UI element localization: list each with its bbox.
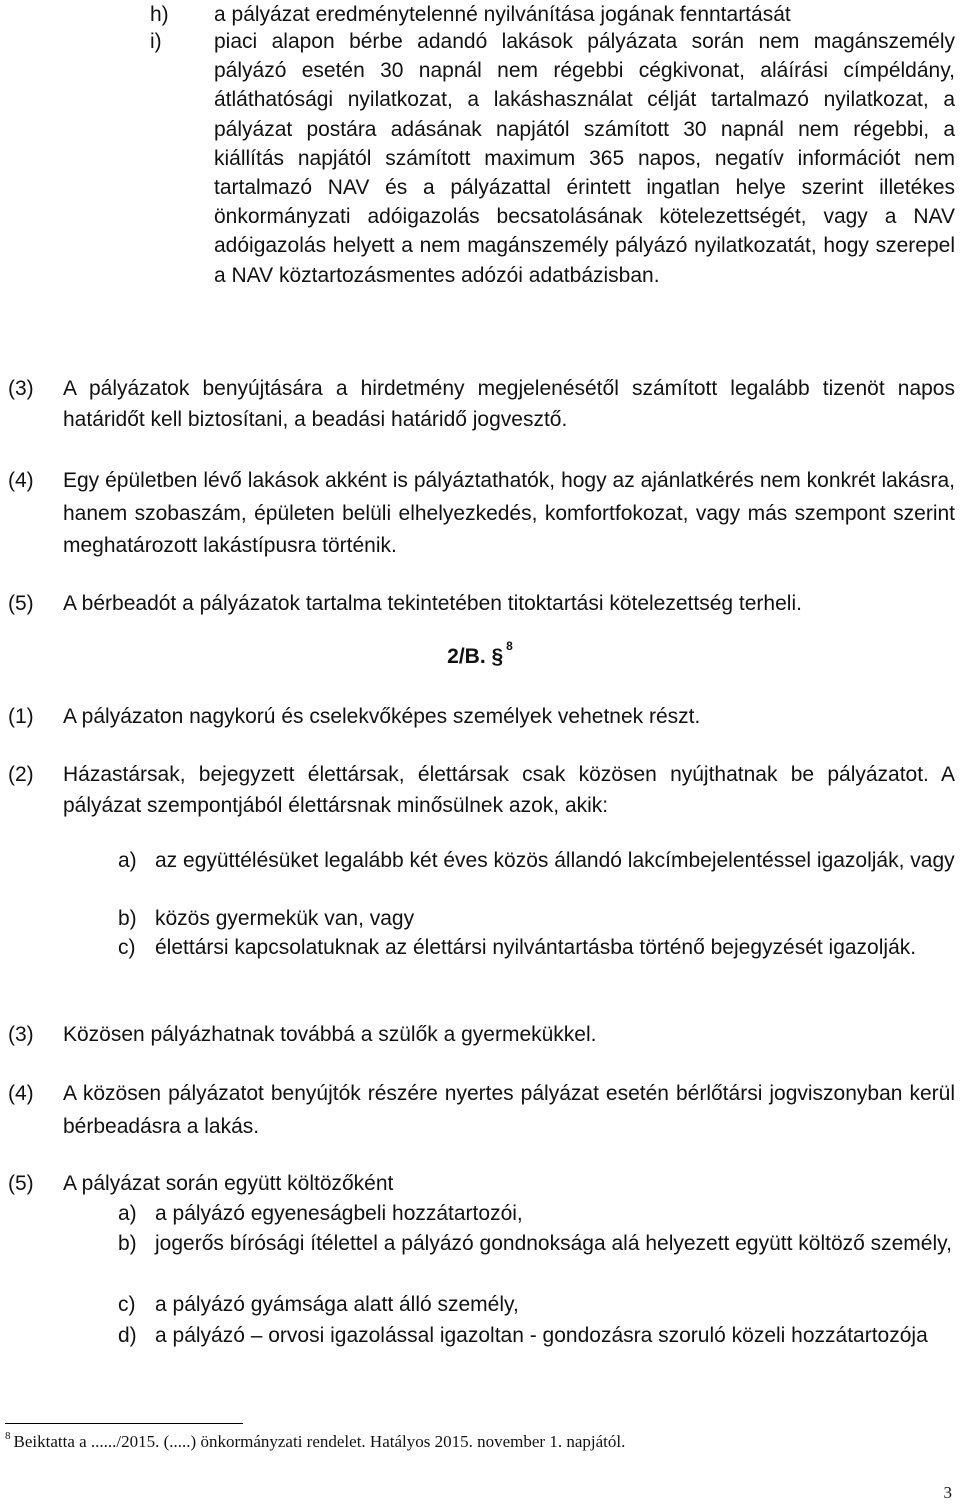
paragraph-5 xyxy=(8,589,955,618)
list-item-c5-a xyxy=(118,1199,955,1228)
list-marker: a) xyxy=(118,1202,137,1225)
paragraph-number: (5) xyxy=(8,592,34,615)
list-item-b2-a xyxy=(118,846,955,875)
list-item-c5-d xyxy=(118,1319,955,1352)
paragraph-number: (3) xyxy=(8,1023,34,1046)
paragraph-number: (2) xyxy=(8,763,34,786)
list-text: a pályázó egyeneságbeli hozzátartozói, xyxy=(155,1202,523,1225)
list-item-c5-c xyxy=(118,1290,955,1319)
list-text: a pályázat eredménytelenné nyilvánítása jogának fenntartását xyxy=(214,3,791,26)
paragraph-c4 xyxy=(8,1077,955,1143)
paragraph-text: A közösen pályázatot benyújtók részére nyertes pályázat esetén bérlőtársi jogviszonyban kerül bérbeadásra a lakás. xyxy=(63,1082,955,1138)
paragraph-b1 xyxy=(8,702,955,731)
list-item-b2-b xyxy=(118,904,955,933)
paragraph-number: (3) xyxy=(8,377,34,400)
footnote-text: Beiktatta a ....../2015. (.....) önkormányzati rendelet. Hatályos 2015. november 1. napjától. xyxy=(13,1432,626,1451)
paragraph-4 xyxy=(8,465,955,563)
paragraph-number: (4) xyxy=(8,469,34,492)
section-title xyxy=(0,639,960,669)
list-item-c5-b xyxy=(118,1228,955,1260)
list-item-b2-c xyxy=(118,933,955,962)
paragraph-text: A pályázaton nagykorú és cselekvőképes személyek vehetnek részt. xyxy=(63,705,701,728)
page-number: 3 xyxy=(943,1483,952,1502)
list-marker: h) xyxy=(150,3,169,26)
list-text: közös gyermekük van, vagy xyxy=(155,907,415,930)
footnote xyxy=(5,1432,625,1452)
paragraph-number: (5) xyxy=(8,1172,34,1195)
list-marker: b) xyxy=(118,1232,137,1255)
list-text: a pályázó gyámsága alatt álló személy, xyxy=(155,1293,519,1316)
paragraph-c5 xyxy=(8,1169,955,1198)
list-marker: b) xyxy=(118,907,137,930)
paragraph-3 xyxy=(8,373,955,435)
paragraph-number: (4) xyxy=(8,1082,34,1105)
paragraph-text: A pályázatok benyújtására a hirdetmény megjelenésétől számított legalább tizenöt napos határidőt kell biztosítani, a beadási határidő jogvesztő. xyxy=(63,377,955,431)
footnote-separator xyxy=(5,1423,243,1424)
list-item-i xyxy=(150,27,955,290)
list-text: jogerős bírósági ítélettel a pályázó gondnoksága alá helyezett együtt költöző személy, xyxy=(155,1232,952,1255)
list-marker: c) xyxy=(118,1293,136,1316)
list-marker: i) xyxy=(150,30,162,53)
paragraph-number: (1) xyxy=(8,705,34,728)
paragraph-text: Házastársak, bejegyzett élettársak, élettársak csak közösen nyújthatnak be pályázatot. A pályázat szempontjából élettársnak minősülnek azok, akik: xyxy=(63,763,955,817)
paragraph-text: Egy épületben lévő lakások akként is pályáztathatók, hogy az ajánlatkérés nem konkrét lakásra, hanem szobaszám, épületen belüli elhelyezkedés, komfortfokozat, vagy más szempont szerint meghatározott lakástípusra történik. xyxy=(63,469,955,557)
paragraph-text: Közösen pályázhatnak továbbá a szülők a gyermekükkel. xyxy=(63,1023,597,1046)
list-text: élettársi kapcsolatuknak az élettársi nyilvántartásba történő bejegyzését igazolják. xyxy=(155,936,917,959)
list-marker: d) xyxy=(118,1324,137,1347)
paragraph-text: A bérbeadót a pályázatok tartalma tekintetében titoktartási kötelezettség terheli. xyxy=(63,592,802,615)
paragraph-text: A pályázat során együtt költözőként xyxy=(63,1172,394,1195)
list-marker: c) xyxy=(118,936,136,959)
footnote-number: 8 xyxy=(5,1430,11,1442)
list-text: piaci alapon bérbe adandó lakások pályázata során nem magánszemély pályázó esetén 30 napnál nem régebbi cégkivonat, aláírási címpéldány, átláthatósági nyilatkozat, a lakáshasználat célját tartalmazó nyilatkozat, a pályázat postára adásának napjától számított 30 napnál nem régebbi, a kiállítás napjától számított maximum 365 napos, negatív információt nem tartalmazó NAV és a pályázattal érintett ingatlan helye szerint illetékes önkormányzati adóigazolás becsatolásának kötelezettségét, vagy a NAV adóigazolás helyett a nem magánszemély pályázó nyilatkozatát, hogy szerepel a NAV köztartozásmentes adózói adatbázisban. xyxy=(214,30,955,287)
footnote-ref: 8 xyxy=(506,639,513,653)
paragraph-c3 xyxy=(8,1020,955,1049)
list-text: az együttélésüket legalább két éves közös állandó lakcímbejelentéssel igazolják, vagy xyxy=(155,849,955,872)
paragraph-b2 xyxy=(8,759,955,821)
list-item-h xyxy=(150,0,955,29)
list-marker: a) xyxy=(118,849,137,872)
section-title-text: 2/B. § xyxy=(447,645,504,668)
list-text: a pályázó – orvosi igazolással igazoltan - gondozásra szoruló közeli hozzátartozója xyxy=(155,1324,928,1347)
